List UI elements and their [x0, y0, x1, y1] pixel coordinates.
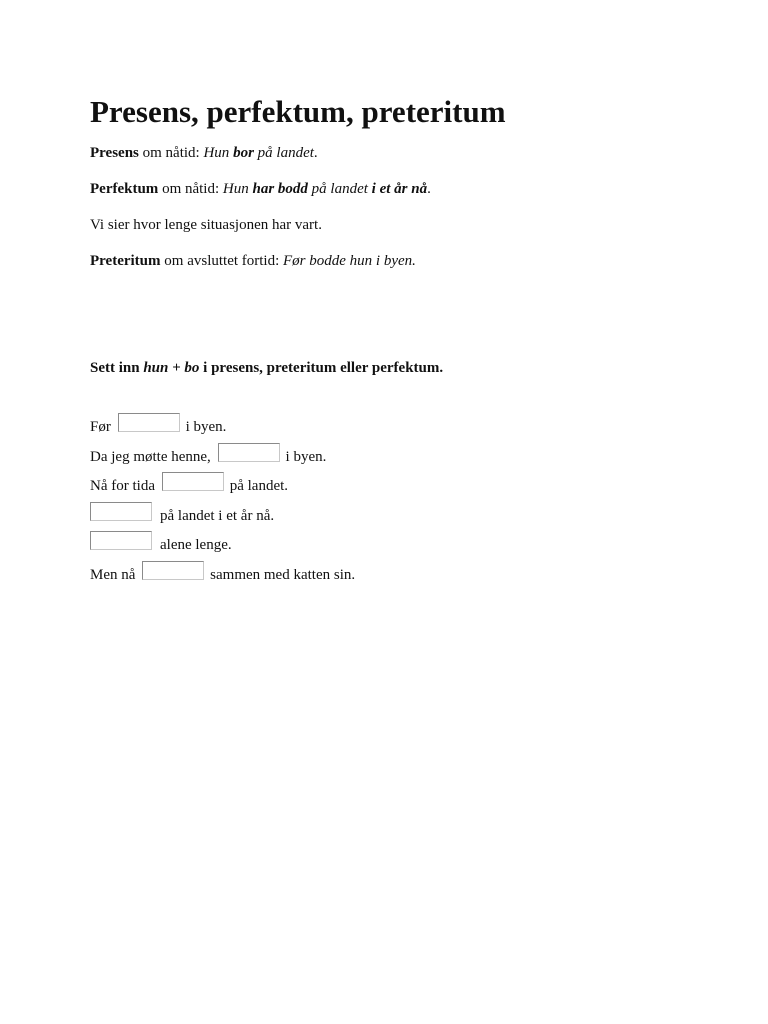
example-text: på landet	[307, 181, 372, 197]
sentence-start: Da jeg møtte henne,	[90, 448, 211, 465]
example-text: på landet	[253, 145, 314, 161]
exercise-line-5	[90, 531, 678, 561]
sentence-end: alene lenge.	[160, 537, 232, 553]
answer-input-5[interactable]	[90, 531, 152, 550]
sentence-start: Før	[90, 419, 111, 435]
rule-term: Perfektum	[90, 181, 159, 197]
example-time: i et år nå	[371, 181, 428, 197]
rule-example	[223, 181, 427, 197]
rule-desc: om avsluttet fortid:	[160, 253, 284, 269]
rule-example: Før bodde hun i byen.	[283, 253, 416, 269]
task-instruction	[90, 359, 678, 377]
exercise-line-3	[90, 472, 678, 502]
period: .	[313, 145, 318, 161]
exercise-list	[90, 413, 678, 590]
sentence-start: Men nå	[90, 566, 136, 583]
sentence-end: sammen med katten sin.	[210, 566, 356, 583]
rule-desc: om nåtid:	[158, 181, 223, 197]
rule-perfektum	[90, 180, 678, 198]
rule-example	[203, 145, 313, 161]
task-text: Sett inn	[90, 360, 144, 376]
task-verb: hun + bo	[143, 360, 200, 376]
exercise-line-4	[90, 502, 678, 532]
answer-input-2[interactable]	[218, 443, 280, 462]
exercise-line-1	[90, 413, 678, 443]
answer-input-3[interactable]	[162, 472, 224, 491]
rule-presens	[90, 144, 678, 162]
example-verb: bor	[233, 145, 254, 161]
answer-input-1[interactable]	[118, 413, 180, 432]
sentence-end: i byen.	[285, 448, 327, 465]
rule-note: Vi sier hvor lenge situasjonen har vart.	[90, 217, 322, 233]
rule-preteritum	[90, 252, 678, 270]
sentence-end: på landet i et år nå.	[160, 507, 275, 524]
example-text: Hun	[203, 145, 234, 161]
exercise-line-2	[90, 443, 678, 473]
exercise-line-6	[90, 561, 678, 591]
answer-input-4[interactable]	[90, 502, 152, 521]
sentence-end: på landet.	[229, 478, 289, 494]
rule-term: Presens	[90, 145, 139, 161]
page-title: Presens, perfektum, preteritum	[90, 94, 506, 129]
example-text: Hun	[222, 181, 253, 197]
period: .	[427, 181, 431, 197]
rule-desc: om nåtid:	[138, 145, 204, 161]
sentence-end: i byen.	[185, 419, 227, 435]
sentence-start: Nå for tida	[90, 478, 155, 494]
rule-term: Preteritum	[90, 253, 161, 269]
task-text: i presens, preteritum eller perfektum.	[199, 360, 444, 376]
example-verb: har bodd	[252, 181, 308, 197]
answer-input-6[interactable]	[142, 561, 204, 580]
